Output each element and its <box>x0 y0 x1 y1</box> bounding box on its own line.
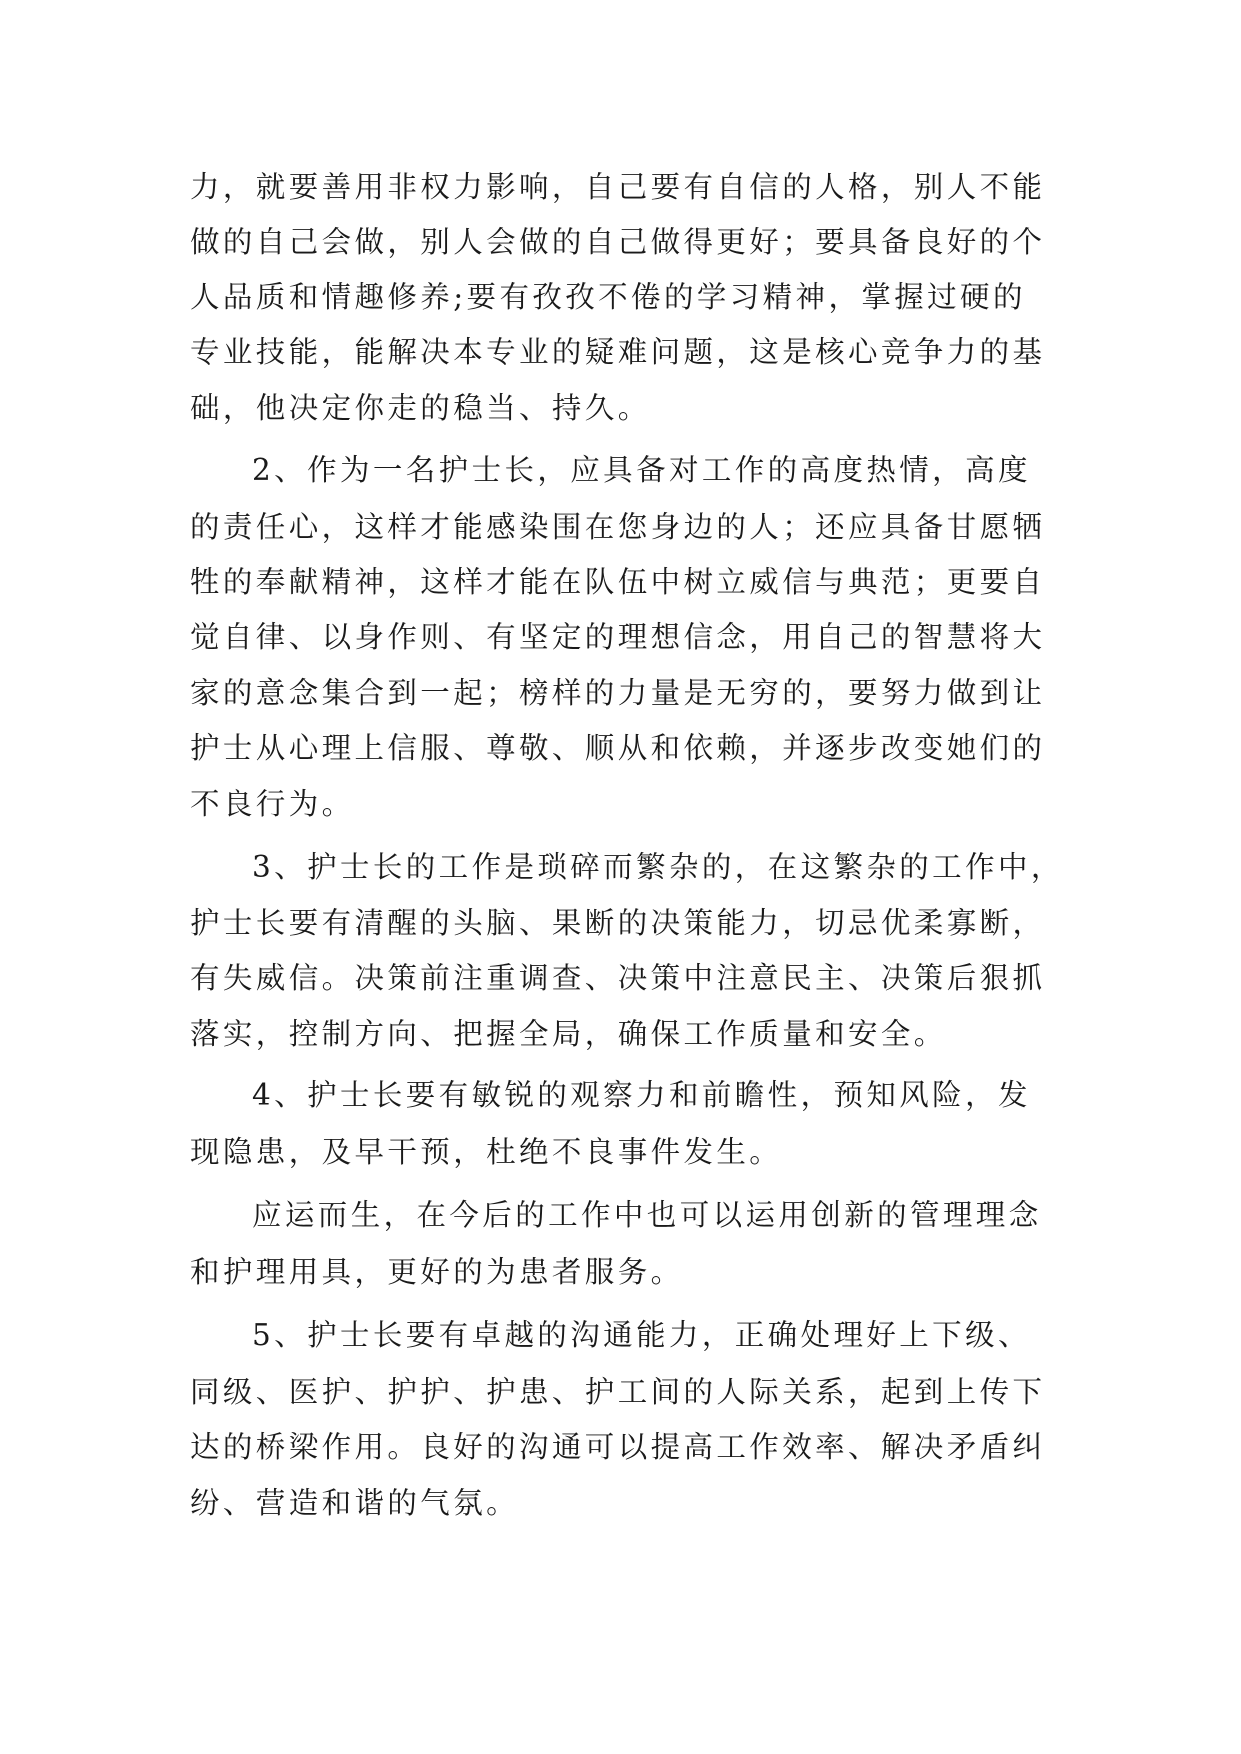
text-line: 落实，控制方向、把握全局，确保工作质量和安全。 <box>190 1017 947 1051</box>
text-line: 做的自己会做，别人会做的自己做得更好；要具备良好的个 <box>190 225 1046 259</box>
text-line: 现隐患，及早干预，杜绝不良事件发生。 <box>190 1135 783 1169</box>
paragraph-3-first-line: 3、护士长的工作是琐碎而繁杂的，在这繁杂的工作中， <box>252 850 1064 884</box>
text-line: 同级、医护、护护、护患、护工间的人际关系，起到上传下 <box>190 1375 1046 1409</box>
text-line: 础，他决定你走的稳当、持久。 <box>190 391 651 425</box>
paragraph-6-first-line: 5、护士长要有卓越的沟通能力，正确处理好上下级、 <box>252 1318 1031 1352</box>
text-line: 人品质和情趣修养;要有孜孜不倦的学习精神，掌握过硬的 <box>190 280 1026 314</box>
text-line: 觉自律、以身作则、有坚定的理想信念，用自己的智慧将大 <box>190 620 1046 654</box>
text-line: 达的桥梁作用。良好的沟通可以提高工作效率、解决矛盾纠 <box>190 1430 1046 1464</box>
paragraph-2-first-line: 2、作为一名护士长，应具备对工作的高度热情，高度 <box>252 453 1031 487</box>
text-line: 不良行为。 <box>190 787 355 821</box>
paragraph-4-first-line: 4、护士长要有敏锐的观察力和前瞻性，预知风险，发 <box>252 1078 1031 1112</box>
text-line: 力，就要善用非权力影响，自己要有自信的人格，别人不能 <box>190 170 1046 204</box>
text-line: 家的意念集合到一起；榜样的力量是无穷的，要努力做到让 <box>190 676 1046 710</box>
text-line: 有失威信。决策前注重调查、决策中注意民主、决策后狠抓 <box>190 961 1046 995</box>
text-line: 护士从心理上信服、尊敬、顺从和依赖，并逐步改变她们的 <box>190 731 1046 765</box>
text-line: 专业技能，能解决本专业的疑难问题，这是核心竞争力的基 <box>190 335 1046 369</box>
text-line: 牲的奉献精神，这样才能在队伍中树立威信与典范；更要自 <box>190 565 1046 599</box>
text-line: 纷、营造和谐的气氛。 <box>190 1486 520 1520</box>
text-line: 和护理用具，更好的为患者服务。 <box>190 1255 684 1289</box>
text-line: 的责任心，这样才能感染围在您身边的人；还应具备甘愿牺 <box>190 510 1046 544</box>
text-line: 护士长要有清醒的头脑、果断的决策能力，切忌优柔寡断， <box>190 906 1046 940</box>
paragraph-5-first-line: 应运而生，在今后的工作中也可以运用创新的管理理念 <box>252 1198 1042 1232</box>
